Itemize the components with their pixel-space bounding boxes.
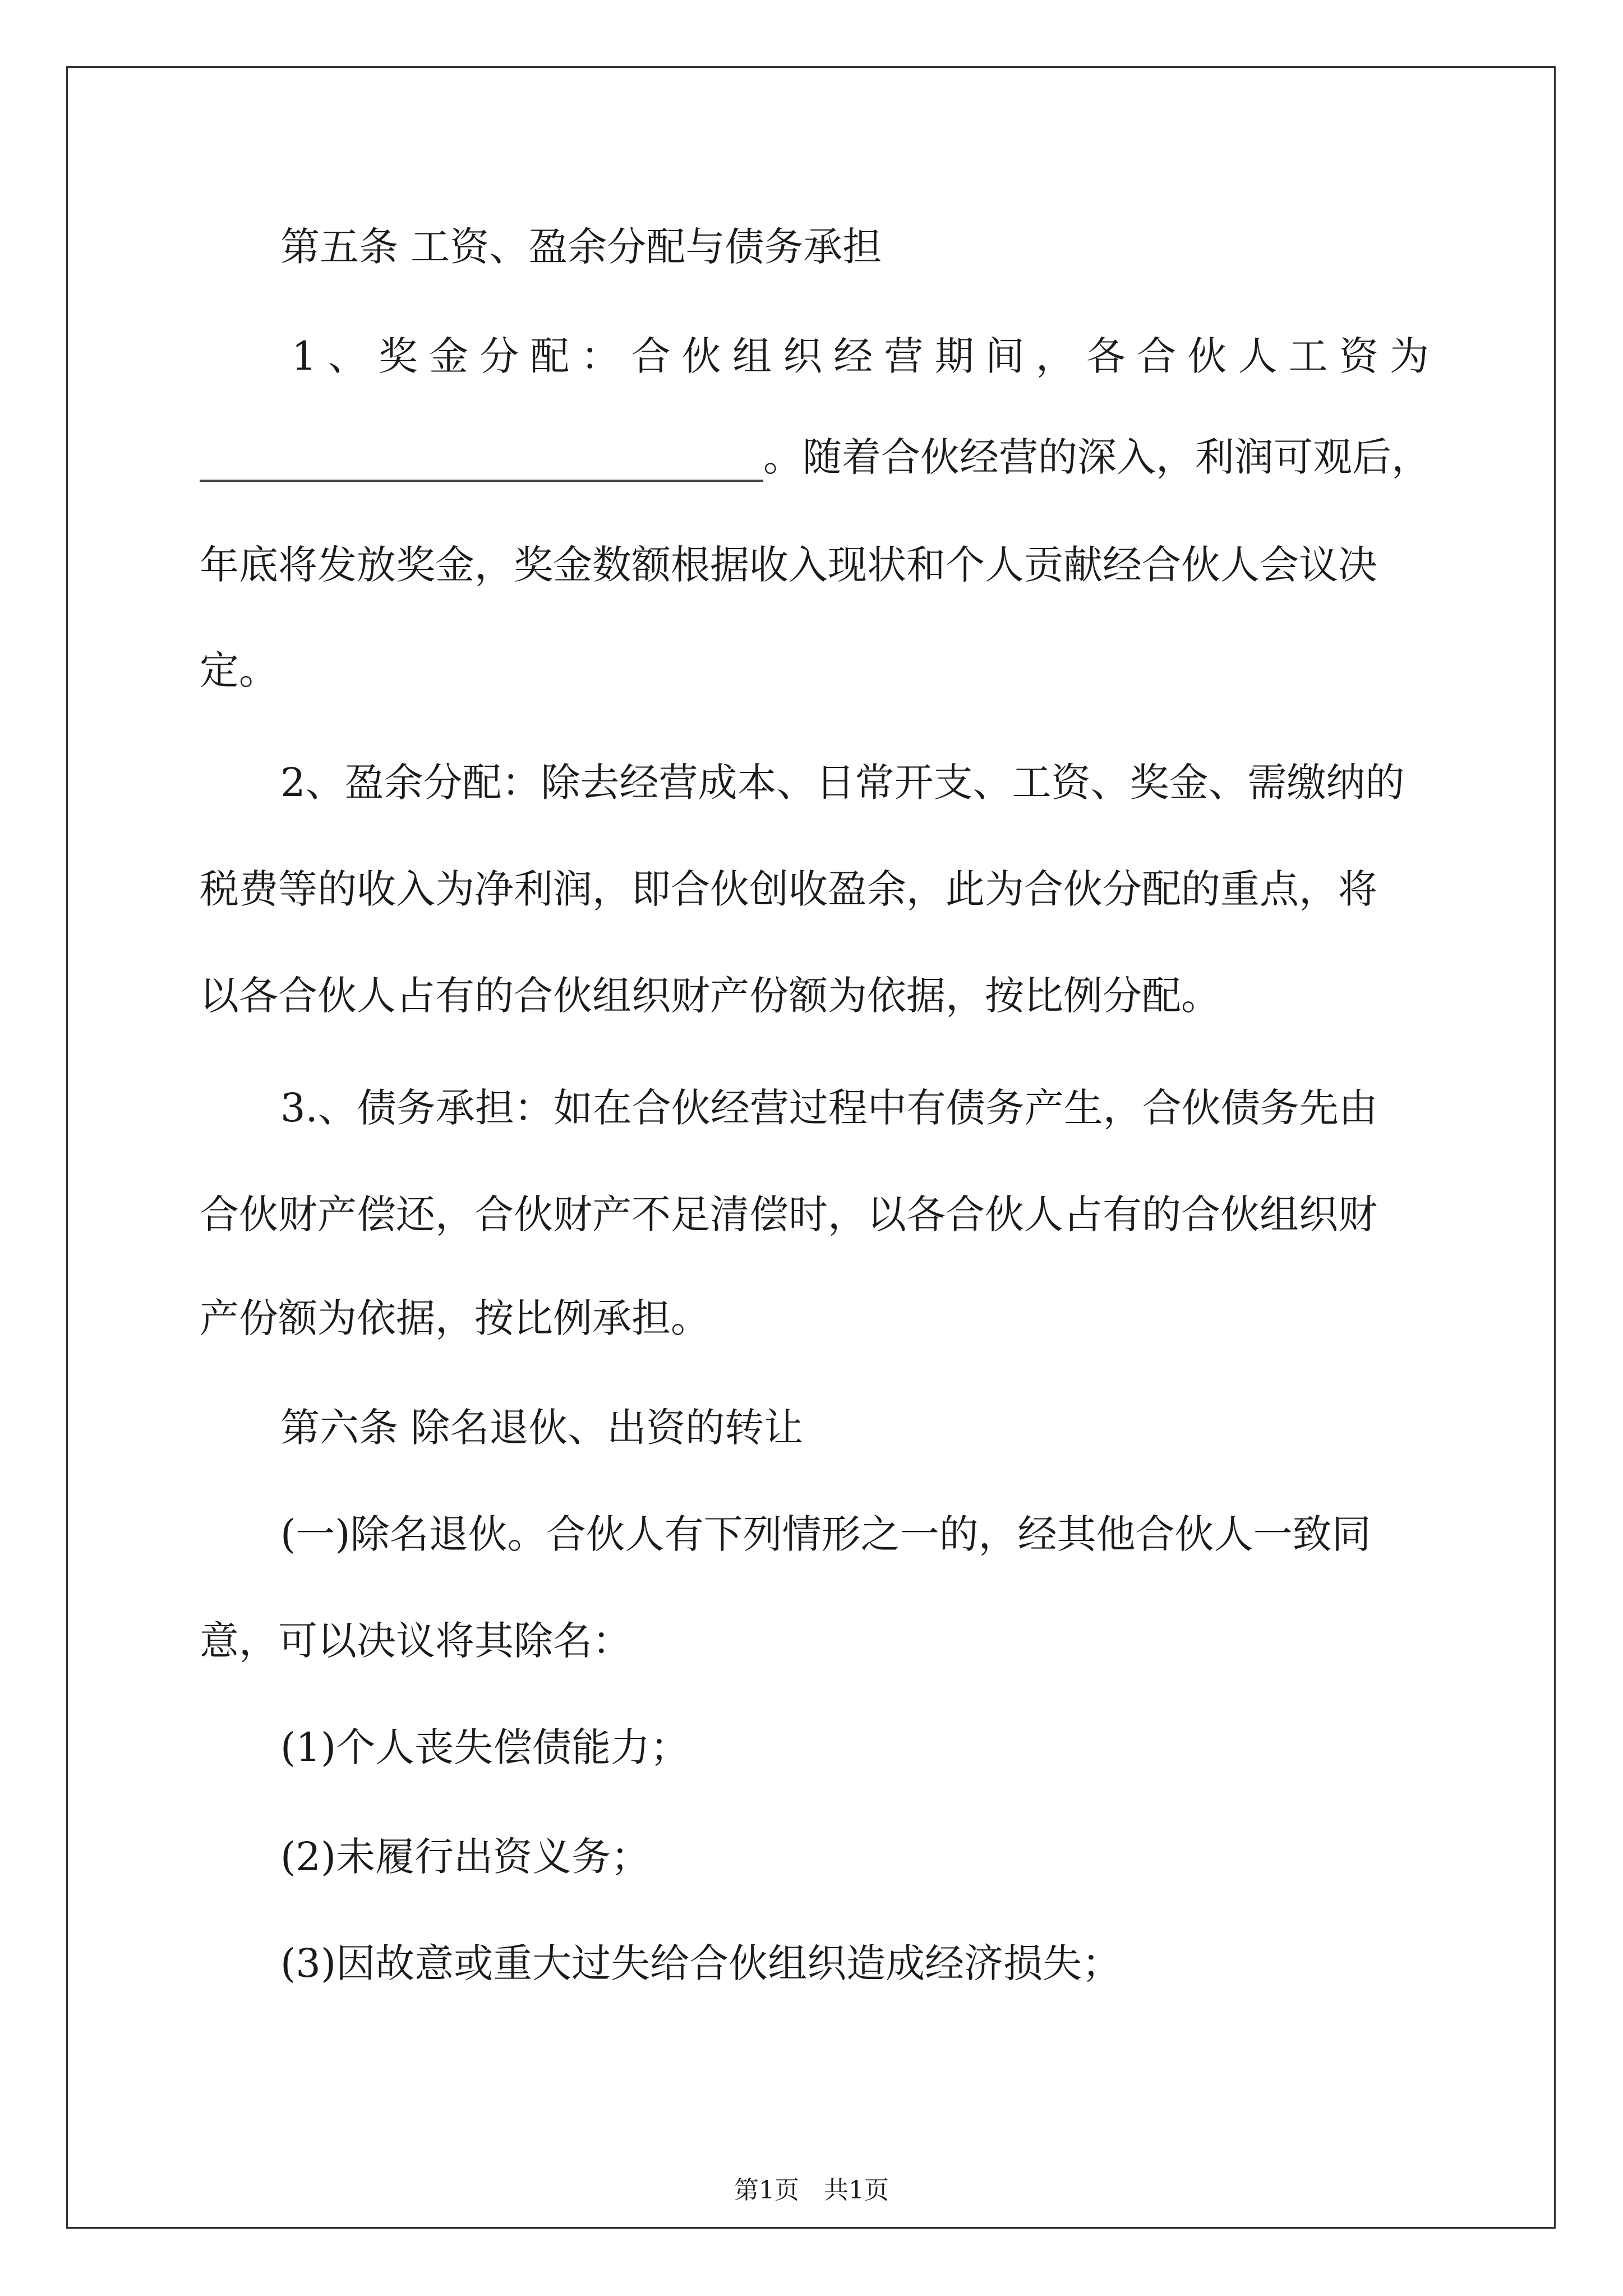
- bonus-line-1-char: 组: [732, 333, 772, 379]
- removal-line-2: 意，可以决议将其除名：: [200, 1618, 631, 1664]
- debt-line-3: 产份额为依据，按比例承担。: [200, 1295, 710, 1341]
- article-5-heading: 第五条 工资、盈余分配与债务承担: [280, 224, 882, 270]
- surplus-line-2: 税费等的收入为净利润，即合伙创收盈余，此为合伙分配的重点，将: [200, 866, 1377, 912]
- bonus-line-1-char: 期: [934, 333, 974, 379]
- bonus-line-1-char: 经: [833, 333, 873, 379]
- bonus-line-1-char: 工: [1288, 333, 1328, 379]
- removal-line-1: (一)除名退伙。合伙人有下列情形之一的，经其他合伙人一致同: [280, 1511, 1371, 1557]
- bonus-line-1-char: 金: [429, 333, 469, 379]
- item-1: (1)个人丧失偿债能力；: [280, 1724, 690, 1770]
- surplus-line-3: 以各合伙人占有的合伙组织财产份额为依据，按比例分配。: [200, 973, 1220, 1019]
- bonus-line-1-char: 配: [530, 333, 570, 379]
- bonus-line-1-char: 合: [631, 333, 671, 379]
- bonus-line-1-char: 伙: [681, 333, 721, 379]
- page-border: [66, 66, 1556, 2229]
- item-3: (3)因故意或重大过失给合伙组织造成经济损失；: [280, 1940, 1122, 1986]
- bonus-line-1-char: ，: [1035, 333, 1075, 379]
- bonus-line-1-char: 营: [884, 333, 924, 379]
- salary-blank-line: [200, 480, 763, 482]
- page-footer: 第1页 共1页: [734, 2176, 889, 2205]
- bonus-line-1-char: 人: [1238, 333, 1278, 379]
- debt-line-2: 合伙财产偿还，合伙财产不足清偿时，以各合伙人占有的合伙组织财: [200, 1191, 1377, 1237]
- surplus-line-1: 2、盈余分配：除去经营成本、日常开支、工资、奖金、需缴纳的: [280, 760, 1405, 806]
- bonus-line-1-char: 为: [1389, 333, 1429, 379]
- bonus-line-4: 定。: [200, 647, 278, 693]
- article-6-heading: 第六条 除名退伙、出资的转让: [280, 1405, 804, 1451]
- bonus-line-1-char: 各: [1086, 333, 1126, 379]
- bonus-line-1-char: 间: [985, 333, 1025, 379]
- bonus-line-1-char: 织: [783, 333, 823, 379]
- bonus-line-1-char: 1: [292, 333, 317, 379]
- bonus-line-1-char: 资: [1339, 333, 1378, 379]
- bonus-line-1-char: 奖: [378, 333, 418, 379]
- bonus-line-1-char: 分: [479, 333, 519, 379]
- bonus-line-2: 。随着合伙经营的深入，利润可观后，: [763, 434, 1431, 480]
- bonus-line-1-char: 合: [1137, 333, 1177, 379]
- bonus-line-1-char: 伙: [1187, 333, 1227, 379]
- bonus-line-1-char: 、: [328, 333, 367, 379]
- bonus-line-1: [292, 331, 1429, 381]
- debt-line-1: 3.、债务承担：如在合伙经营过程中有债务产生，合伙债务先由: [280, 1085, 1378, 1131]
- bonus-line-1-char: ：: [580, 333, 620, 379]
- item-2: (2)未履行出资义务；: [280, 1834, 651, 1880]
- bonus-line-3: 年底将发放奖金，奖金数额根据收入现状和个人贡献经合伙人会议决: [200, 542, 1377, 588]
